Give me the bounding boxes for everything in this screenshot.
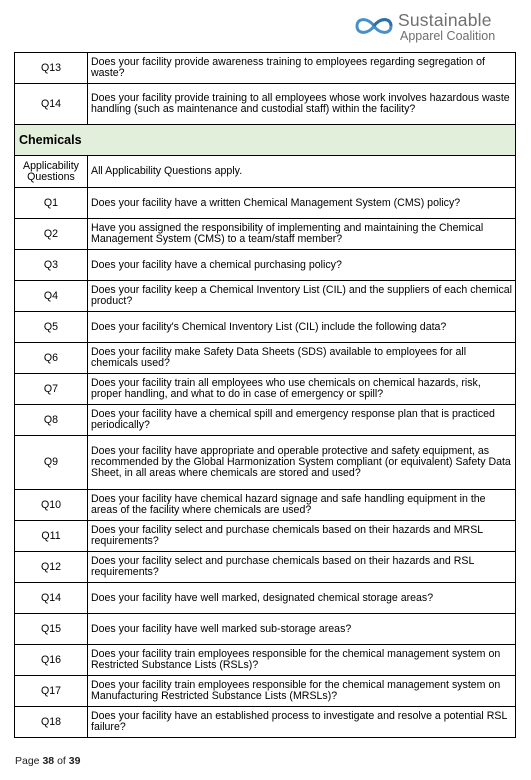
- question-id: Q1: [15, 188, 88, 219]
- question-id: Q14: [15, 583, 88, 614]
- question-text: Does your facility have well marked, designated chemical storage areas?: [88, 583, 516, 614]
- section-title: Chemicals: [15, 125, 516, 156]
- question-id: Q9: [15, 436, 88, 490]
- question-text: Does your facility have chemical hazard signage and safe handling equipment in the areas of the facility where chemicals are used?: [88, 490, 516, 521]
- of-word: of: [57, 755, 66, 767]
- page-footer: [15, 755, 80, 767]
- table-row: [15, 312, 516, 343]
- logo-line-1: Sustainable: [398, 10, 492, 30]
- question-text: Does your facility select and purchase chemicals based on their hazards and RSL requirements?: [88, 552, 516, 583]
- table-row: [15, 707, 516, 738]
- table-row: [15, 521, 516, 552]
- table-row: [15, 583, 516, 614]
- logo-line-2: Apparel Coalition: [400, 29, 496, 43]
- question-text: Does your facility's Chemical Inventory List (CIL) include the following data?: [88, 312, 516, 343]
- question-id: Q3: [15, 250, 88, 281]
- question-id: Q17: [15, 676, 88, 707]
- question-id: Applicability Questions: [15, 156, 88, 188]
- question-text: Does your facility keep a Chemical Inventory List (CIL) and the suppliers of each chemical product?: [88, 281, 516, 312]
- question-text: Does your facility train employees responsible for the chemical management system on Manufacturing Restricted Substance Lists (MRSLs)?: [88, 676, 516, 707]
- table-row: [15, 84, 516, 125]
- question-id: Q5: [15, 312, 88, 343]
- sac-logo: [353, 10, 523, 46]
- question-text: Does your facility have appropriate and operable protective and safety equipment, as recommended by the Global Harmonization System compliant (or equivalent) Safety Data Sheet, in all areas where chemicals are stored and used?: [88, 436, 516, 490]
- question-id: Q2: [15, 219, 88, 250]
- table-row: [15, 281, 516, 312]
- table-row: [15, 552, 516, 583]
- question-id: Q12: [15, 552, 88, 583]
- table-row: [15, 614, 516, 645]
- section-header-row: [15, 125, 516, 156]
- question-id: Q15: [15, 614, 88, 645]
- question-text: Does your facility select and purchase chemicals based on their hazards and MRSL requirements?: [88, 521, 516, 552]
- table-row: [15, 219, 516, 250]
- question-text: Does your facility have well marked sub-storage areas?: [88, 614, 516, 645]
- question-id: Q6: [15, 343, 88, 374]
- table-row: [15, 490, 516, 521]
- question-id: Q13: [15, 53, 88, 84]
- table-row: [15, 250, 516, 281]
- table-row: [15, 343, 516, 374]
- table-row: [15, 53, 516, 84]
- question-text: All Applicability Questions apply.: [88, 156, 516, 188]
- page-number: 38: [42, 755, 55, 767]
- question-id: Q7: [15, 374, 88, 405]
- question-id: Q14: [15, 84, 88, 125]
- table-row: [15, 188, 516, 219]
- question-text: Does your facility provide awareness training to employees regarding segregation of waste?: [88, 53, 516, 84]
- table-row: [15, 645, 516, 676]
- question-text: Does your facility make Safety Data Sheets (SDS) available to employees for all chemicals used?: [88, 343, 516, 374]
- question-text: Have you assigned the responsibility of implementing and maintaining the Chemical Management System (CMS) to a team/staff member?: [88, 219, 516, 250]
- question-text: Does your facility have a written Chemical Management System (CMS) policy?: [88, 188, 516, 219]
- table-row: [15, 374, 516, 405]
- question-text: Does your facility train all employees who use chemicals on chemical hazards, risk, proper handling, and what to do in case of emergency or spill?: [88, 374, 516, 405]
- question-id: Q10: [15, 490, 88, 521]
- page-total: 39: [68, 755, 81, 767]
- table-row: [15, 436, 516, 490]
- question-text: Does your facility have a chemical purchasing policy?: [88, 250, 516, 281]
- table-row: [15, 405, 516, 436]
- question-text: Does your facility provide training to all employees whose work involves hazardous waste handling (such as maintenance and custodial staff) within the facility?: [88, 84, 516, 125]
- question-id: Q11: [15, 521, 88, 552]
- question-id: Q16: [15, 645, 88, 676]
- table-row: [15, 676, 516, 707]
- question-id: Q8: [15, 405, 88, 436]
- table-row: [15, 156, 516, 188]
- questions-table: [14, 52, 516, 738]
- question-text: Does your facility have an established process to investigate and resolve a potential RSL failure?: [88, 707, 516, 738]
- infinity-logo-icon: [353, 13, 395, 39]
- question-id: Q4: [15, 281, 88, 312]
- page-word: Page: [15, 755, 40, 767]
- question-text: Does your facility train employees responsible for the chemical management system on Restricted Substance Lists (RSLs)?: [88, 645, 516, 676]
- question-text: Does your facility have a chemical spill and emergency response plan that is practiced periodically?: [88, 405, 516, 436]
- question-id: Q18: [15, 707, 88, 738]
